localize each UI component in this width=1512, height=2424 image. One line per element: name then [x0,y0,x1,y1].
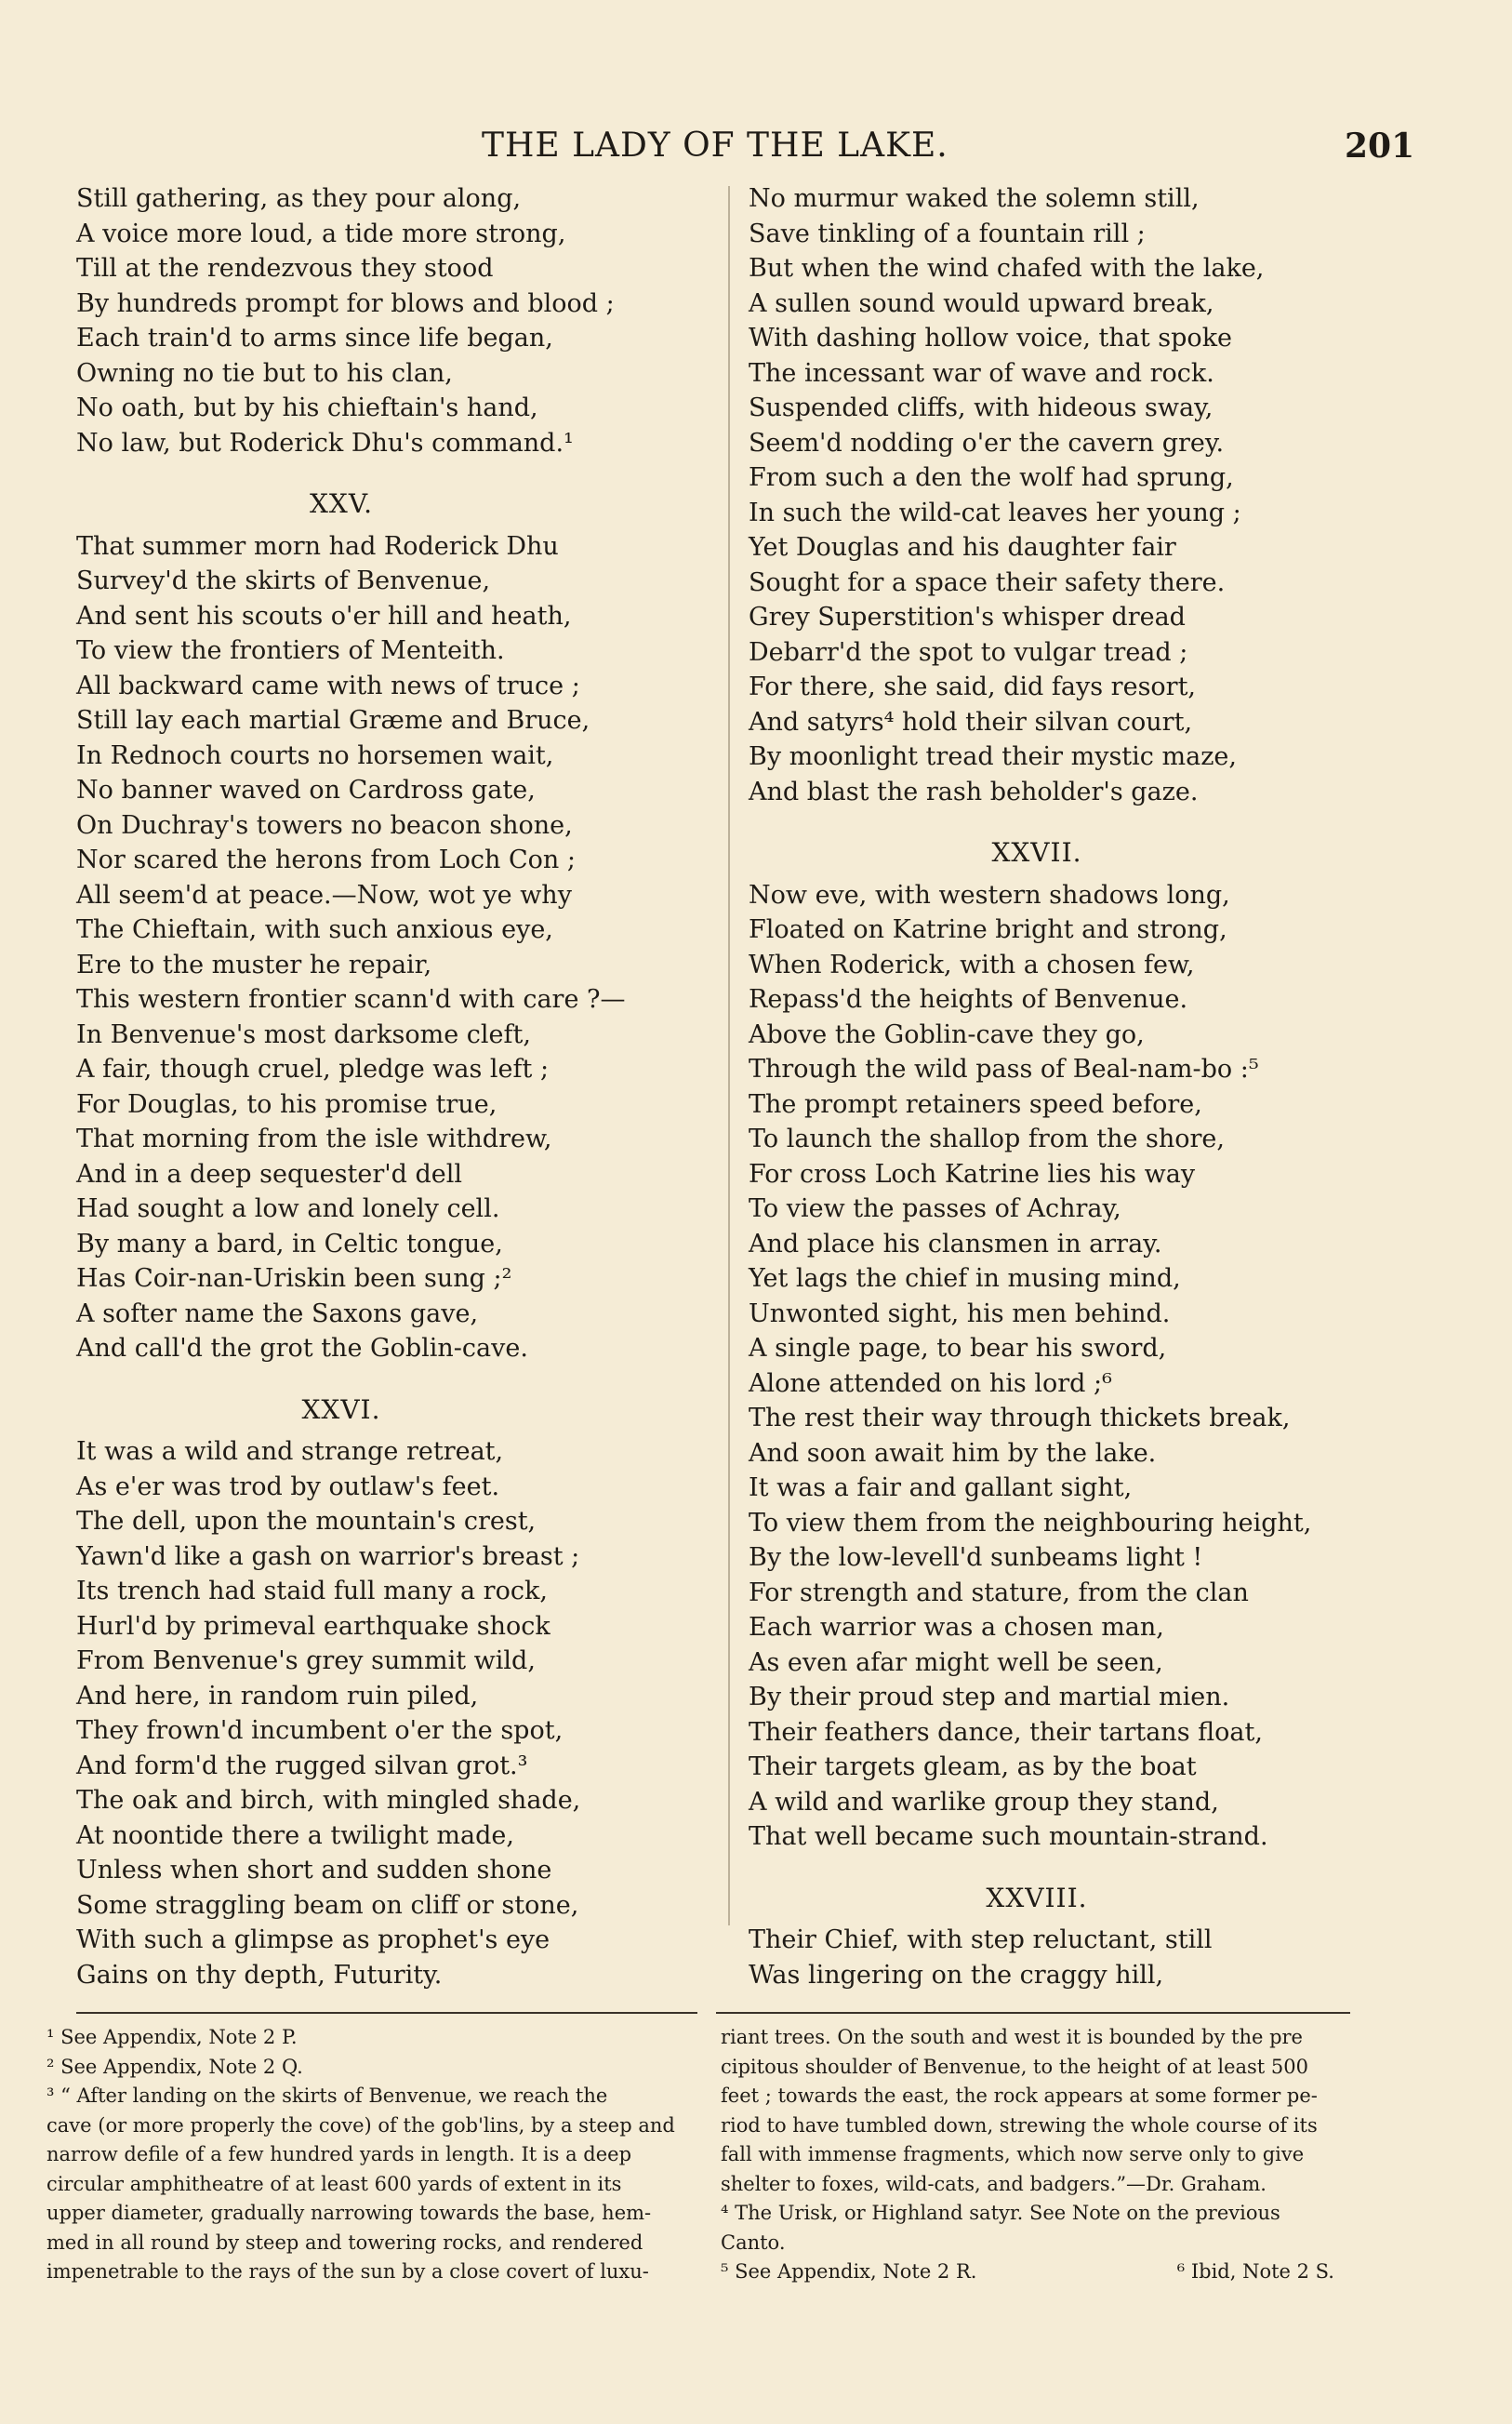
verse-line: With such a glimpse as prophet's eye [76,1925,550,1954]
verse-line: In such the wild-cat leaves her young ; [749,498,1241,527]
verse-line: Debarr'd the spot to vulgar tread ; [749,637,1188,667]
footnote-5: ⁵ See Appendix, Note 2 R. [721,2260,977,2283]
verse-line: For there, she said, did fays resort, [749,673,1197,701]
verse-line: To launch the shallop from the shore, [749,1125,1225,1153]
verse-line: The dell, upon the mountain's crest, [76,1507,537,1536]
verse-line: With dashing hollow voice, that spoke [749,324,1233,353]
verse-line: No oath, but by his chieftain's hand, [76,393,538,422]
footnote-rule-left [76,2012,697,2014]
verse-line: From such a den the wolf had sprung, [749,463,1234,492]
verse-line: A fair, though cruel, pledge was left ; [76,1055,550,1084]
verse-line: Has Coir-nan-Uriskin been sung ;² [76,1264,512,1293]
footnote-line: narrow defile of a few hundred yards in length. It is a deep [46,2143,632,2165]
verse-line: Suspended cliffs, with hideous sway, [749,393,1214,422]
verse-line: This western frontier scann'd with care ?— [76,985,626,1014]
verse-line: The rest their way through thickets break, [749,1404,1291,1432]
footnote-line: ⁴ The Urisk, or Highland satyr. See Note on the previous [721,2202,1280,2224]
verse-line: Owning no tie but to his clan, [76,358,453,388]
verse-line: And call'd the grot the Goblin-cave. [76,1334,528,1363]
verse-line: To view them from the neighbouring height, [749,1508,1312,1538]
verse-line: Grey Superstition's whisper dread [749,603,1186,632]
stanza-xxvi [76,1434,718,1992]
footnote-line: med in all round by steep and towering rocks, and rendered [46,2231,643,2254]
verse-line: Their feathers dance, their tartans float, [749,1717,1263,1747]
verse-line: Gains on thy depth, Futurity. [76,1960,443,1990]
verse-line: And here, in random ruin piled, [76,1681,479,1711]
footnote-line: shelter to foxes, wild-cats, and badgers.”—Dr. Graham. [721,2172,1267,2195]
footnotes-right [721,2023,1353,2287]
footnote-line: feet ; towards the east, the rock appears at some former pe- [721,2084,1318,2107]
verse-line: Yet Douglas and his daughter fair [749,533,1176,562]
verse-line: Still lay each martial Græme and Bruce, [76,706,590,735]
footnote-line: ¹ See Appendix, Note 2 P. [46,2026,298,2048]
verse-line: For strength and stature, from the clan [749,1578,1249,1607]
stanza-heading-xxvi: XXVI. [301,1393,381,1425]
verse-line: It was a fair and gallant sight, [749,1473,1133,1502]
footnote-line: Canto. [721,2231,786,2254]
verse-line: On Duchray's towers no beacon shone, [76,810,573,840]
verse-line: But when the wind chafed with the lake, [749,254,1265,283]
left-intro [76,181,718,460]
footnote-line: cave (or more properly the cove) of the gob'lins, by a steep and [46,2113,675,2137]
verse-line: As e'er was trod by outlaw's feet. [76,1472,500,1501]
verse-line: Alone attended on his lord ;⁶ [749,1368,1112,1398]
verse-line: As even afar might well be seen, [749,1647,1163,1677]
verse-line: No banner waved on Cardross gate, [76,776,536,805]
verse-line: That morning from the isle withdrew, [76,1125,552,1153]
right-column [749,181,1353,1992]
verse-line: When Roderick, with a chosen few, [749,950,1195,979]
verse-line: And blast the rash beholder's gaze. [749,777,1199,806]
verse-line: Was lingering on the craggy hill, [749,1960,1164,1990]
column-divider [728,186,730,1925]
verse-line: At noontide there a twilight made, [76,1820,514,1850]
verse-line: A softer name the Saxons gave, [76,1299,479,1328]
verse-line: In Benvenue's most darksome cleft, [76,1019,531,1049]
verse-line: They frown'd incumbent o'er the spot, [76,1716,564,1745]
footnote-line: ³ “ After landing on the skirts of Benvenue, we reach the [46,2084,608,2107]
verse-line: Yet lags the chief in musing mind, [749,1264,1181,1293]
footnote-line: ² See Appendix, Note 2 Q. [46,2055,303,2078]
page-number: 201 [1345,127,1415,166]
verse-line: And form'd the rugged silvan grot.³ [76,1751,528,1780]
verse-line: And sent his scouts o'er hill and heath, [76,601,572,631]
verse-line: Nor scared the herons from Loch Con ; [76,846,576,874]
footnote-line: riod to have tumbled down, strewing the whole course of its [721,2113,1318,2137]
verse-line: Yawn'd like a gash on warrior's breast ; [76,1541,580,1571]
footnote-rule-right [716,2012,1350,2014]
verse-line: And in a deep sequester'd dell [76,1159,463,1189]
verse-line: Each train'd to arms since life began, [76,324,553,353]
verse-line: For Douglas, to his promise true, [76,1089,497,1119]
verse-line: By moonlight tread their mystic maze, [749,742,1237,771]
footnotes-right-lines [721,2023,1353,2258]
verse-line: A wild and warlike group they stand, [749,1787,1219,1817]
verse-line: To view the passes of Achray, [749,1194,1121,1223]
verse-line: The Chieftain, with such anxious eye, [76,915,553,944]
verse-line: Seem'd nodding o'er the cavern grey. [749,428,1225,458]
verse-line: Had sought a low and lonely cell. [76,1194,500,1223]
verse-line: Their targets gleam, as by the boat [749,1752,1197,1781]
footnotes-left [46,2023,697,2287]
verse-line: By the low-levell'd sunbeams light ! [749,1543,1203,1572]
footnote-6: ⁶ Ibid, Note 2 S. [1176,2260,1334,2283]
verse-line: The oak and birch, with mingled shade, [76,1786,581,1815]
footnote-line: riant trees. On the south and west it is bounded by the pre [721,2026,1303,2048]
verse-line: Unwonted sight, his men behind. [749,1299,1171,1328]
verse-line: A voice more loud, a tide more strong, [76,219,566,248]
verse-line: Sought for a space their safety there. [749,567,1226,597]
verse-line: Hurl'd by primeval earthquake shock [76,1611,550,1641]
running-title: THE LADY OF THE LAKE. [482,127,948,165]
verse-line: Unless when short and sudden shone [76,1856,552,1885]
verse-line: A single page, to bear his sword, [749,1334,1167,1363]
verse-line: Survey'd the skirts of Benvenue, [76,566,491,595]
stanza-heading-xxviii: XXVIII. [986,1882,1088,1913]
verse-line: That well became such mountain-strand. [749,1822,1268,1851]
footnote-line: upper diameter, gradually narrowing towards the base, hem- [46,2202,652,2224]
verse-line: Above the Goblin-cave they go, [749,1019,1145,1049]
verse-line: All seem'd at peace.—Now, wot ye why [76,880,572,910]
footnote-line: circular amphitheatre of at least 600 yards of extent in its [46,2172,622,2195]
verse-line: No law, but Roderick Dhu's command.¹ [76,428,574,458]
verse-line: Repass'd the heights of Benvenue. [749,985,1188,1014]
verse-line: By their proud step and martial mien. [749,1683,1230,1711]
verse-line: No murmur waked the solemn still, [749,184,1200,213]
verse-line: Some straggling beam on cliff or stone, [76,1890,579,1920]
verse-line: From Benvenue's grey summit wild, [76,1646,536,1675]
verse-line: And soon await him by the lake. [749,1438,1157,1468]
verse-line: Ere to the muster he repair, [76,950,432,979]
page-header [0,127,1512,171]
verse-line: Its trench had staid full many a rock, [76,1577,548,1605]
verse-line: By many a bard, in Celtic tongue, [76,1229,503,1259]
verse-line: Till at the rendezvous they stood [76,254,494,283]
stanza-xxvii [749,878,1353,1855]
verse-line: Save tinkling of a fountain rill ; [749,219,1146,248]
stanza-xxviii [749,1923,1353,1992]
verse-line: For cross Loch Katrine lies his way [749,1159,1196,1189]
verse-line: Through the wild pass of Beal-nam-bo :⁵ [749,1055,1259,1084]
stanza-xxv [76,529,718,1366]
footnote-line: cipitous shoulder of Benvenue, to the height of at least 500 [721,2055,1308,2078]
verse-line: Still gathering, as they pour along, [76,184,522,213]
verse-line: In Rednoch courts no horsemen wait, [76,740,554,770]
verse-line: Each warrior was a chosen man, [749,1613,1164,1642]
verse-line: By hundreds prompt for blows and blood ; [76,288,615,318]
verse-line: A sullen sound would upward break, [749,288,1214,318]
verse-line: And satyrs⁴ hold their silvan court, [749,707,1193,737]
verse-line: The prompt retainers speed before, [749,1089,1202,1119]
left-column [76,181,718,1992]
verse-line: All backward came with news of truce ; [76,671,580,700]
right-intro [749,181,1353,809]
verse-line: The incessant war of wave and rock. [749,358,1214,388]
stanza-heading-xxvii: XXVII. [991,837,1082,868]
verse-line: That summer morn had Roderick Dhu [76,531,559,561]
footnote-line: impenetrable to the rays of the sun by a close covert of luxu- [46,2260,649,2283]
verse-line: Floated on Katrine bright and strong, [749,915,1227,944]
verse-line: It was a wild and strange retreat, [76,1437,504,1466]
stanza-heading-xxv: XXV. [309,488,374,519]
verse-line: And place his clansmen in array. [749,1229,1162,1259]
verse-line: To view the frontiers of Menteith. [76,636,505,665]
verse-line: Now eve, with western shadows long, [749,880,1230,910]
verse-line: Their Chief, with step reluctant, still [749,1925,1213,1954]
footnote-last-line [721,2258,1353,2287]
footnote-line: fall with immense fragments, which now serve only to give [721,2143,1305,2165]
